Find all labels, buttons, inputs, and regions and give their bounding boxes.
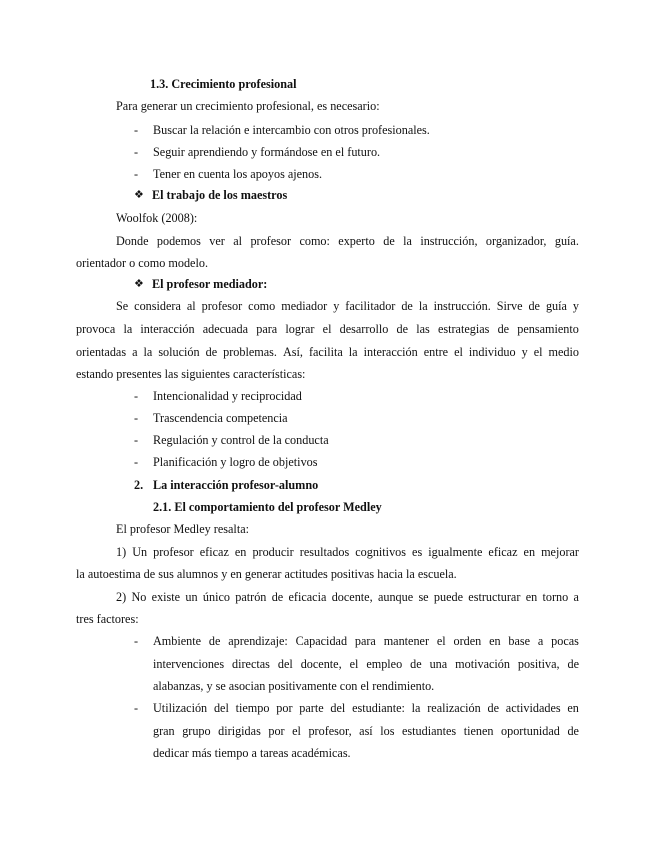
citation-woolfok: Woolfok (2008): — [116, 211, 198, 225]
text-segment: docente, — [300, 657, 342, 671]
text-segment: y — [333, 299, 340, 313]
text-segment: individuo — [468, 345, 516, 359]
text-segment: 1) — [116, 545, 127, 559]
text-segment: positiva, — [517, 657, 560, 671]
text-segment: la — [411, 701, 421, 715]
factor-1-line-1 — [153, 633, 579, 649]
text-segment: Utilización — [153, 701, 208, 715]
heading-comportamiento-medley: 2.1. El comportamiento del profesor Medley — [153, 500, 382, 514]
dash-bullet-icon: - — [134, 634, 139, 648]
text-segment: orden — [453, 634, 482, 648]
text-segment: interacción — [363, 345, 418, 359]
text-segment: el — [454, 345, 463, 359]
crecimiento-intro: Para generar un crecimiento profesional, es necesario: — [116, 99, 380, 113]
text-segment: Ambiente — [153, 634, 202, 648]
text-segment: existe — [151, 590, 181, 604]
text-segment: cognitivos — [355, 545, 406, 559]
text-segment: Donde — [116, 234, 149, 248]
text-segment: entre — [423, 345, 449, 359]
text-segment: de — [410, 657, 422, 671]
text-segment: estudiante: — [352, 701, 405, 715]
text-segment: desarrollo — [339, 322, 389, 336]
text-segment: instrucción. — [433, 299, 491, 313]
text-segment: producir — [252, 545, 294, 559]
text-segment: gran — [153, 724, 175, 738]
text-segment: mediador — [281, 299, 328, 313]
diamond-bullet-icon: ❖ — [134, 278, 144, 290]
heading-crecimiento-profesional: 1.3. Crecimiento profesional — [150, 77, 297, 91]
text-segment: realización — [427, 701, 481, 715]
text-segment: Así, — [282, 345, 303, 359]
text-segment: del — [330, 701, 346, 715]
text-segment: un — [185, 590, 198, 604]
mediador-paragraph-line-4: estando presentes las siguientes características: — [76, 367, 306, 381]
text-segment: considera — [134, 299, 181, 313]
mediador-paragraph-line-2 — [76, 321, 579, 337]
text-segment: de — [271, 590, 284, 604]
text-segment: eficacia — [288, 590, 327, 604]
text-segment: como: — [299, 234, 330, 248]
text-segment: tiempo — [235, 701, 270, 715]
text-segment: intervenciones — [153, 657, 225, 671]
dash-bullet-icon: - — [134, 389, 139, 403]
text-segment: facilitador — [345, 299, 396, 313]
text-segment: guía. — [554, 234, 579, 248]
text-segment: las — [416, 322, 430, 336]
text-segment: torno — [542, 590, 569, 604]
dash-bullet-icon: - — [134, 123, 139, 137]
text-segment: en — [523, 545, 536, 559]
text-segment: actividades — [505, 701, 561, 715]
text-segment: la — [143, 345, 153, 359]
text-segment: facilita — [308, 345, 343, 359]
text-segment: mantener — [383, 634, 430, 648]
list-item: Intencionalidad y reciprocidad — [153, 389, 302, 403]
list-item: Seguir aprendiendo y formándose en el futuro. — [153, 145, 381, 159]
text-segment: instrucción, — [420, 234, 478, 248]
text-segment: los — [380, 724, 395, 738]
medley-point-2-line-1 — [116, 589, 579, 605]
text-segment: tienen — [463, 724, 494, 738]
text-segment: directas — [232, 657, 270, 671]
text-segment: eficaz — [199, 545, 229, 559]
text-segment: adecuada — [202, 322, 249, 336]
text-segment: y — [572, 299, 579, 313]
text-segment: igualmente — [428, 545, 483, 559]
text-segment: Un — [132, 545, 148, 559]
text-segment: de — [401, 299, 413, 313]
heading-interaccion-profesor-alumno: La interacción profesor-alumno — [153, 478, 319, 492]
text-segment: aunque — [377, 590, 414, 604]
text-segment: único — [202, 590, 230, 604]
text-segment: profesor — [201, 299, 243, 313]
text-segment: parte — [299, 701, 324, 715]
text-segment: la — [418, 299, 428, 313]
text-segment: solución — [158, 345, 200, 359]
text-segment: pensamiento — [517, 322, 579, 336]
text-segment: aprendizaje: — [228, 634, 288, 648]
text-segment: patrón — [235, 590, 267, 604]
text-segment: ver — [209, 234, 225, 248]
text-segment: de — [208, 634, 221, 648]
diamond-bullet-icon: ❖ — [134, 189, 144, 201]
text-segment: de — [567, 724, 579, 738]
text-segment: mejorar — [541, 545, 579, 559]
text-segment: como — [248, 299, 276, 313]
text-segment: para — [354, 634, 376, 648]
text-segment: la — [123, 322, 133, 336]
text-segment: interacción — [140, 322, 195, 336]
text-segment: de — [396, 322, 409, 336]
list-item: Planificación y logro de objetivos — [153, 455, 318, 469]
dash-bullet-icon: - — [134, 455, 139, 469]
text-segment: profesor, — [308, 724, 352, 738]
dash-bullet-icon: - — [134, 701, 139, 715]
text-segment: medio — [548, 345, 579, 359]
text-segment: así — [359, 724, 373, 738]
text-segment: del — [277, 657, 293, 671]
text-segment: la — [348, 345, 358, 359]
text-segment: al — [233, 234, 243, 248]
mediador-paragraph-line-1 — [116, 298, 579, 314]
text-segment: de — [205, 345, 218, 359]
list-item: Trascendencia competencia — [153, 411, 288, 425]
text-segment: pocas — [551, 634, 579, 648]
text-segment: al — [186, 299, 196, 313]
text-segment: el — [322, 322, 332, 336]
dash-bullet-icon: - — [134, 167, 139, 181]
text-segment: el — [292, 724, 301, 738]
dash-bullet-icon: - — [134, 145, 139, 159]
text-segment: eficaz — [488, 545, 518, 559]
text-segment: dirigidas — [218, 724, 261, 738]
text-segment: orientadas — [76, 345, 127, 359]
text-segment: estrategias — [437, 322, 490, 336]
text-segment: de — [567, 657, 579, 671]
text-segment: guía — [545, 299, 567, 313]
trabajo-paragraph-line-2: orientador o como modelo. — [76, 256, 208, 270]
list-item: Buscar la relación e intercambio con otros profesionales. — [153, 123, 430, 137]
medley-point-1-line-1 — [116, 544, 579, 560]
section-number: 2. — [134, 478, 144, 492]
mediador-paragraph-line-3 — [76, 344, 579, 360]
factor-2-line-1 — [153, 700, 579, 716]
text-segment: se — [418, 590, 429, 604]
text-segment: de — [487, 701, 499, 715]
text-segment: empleo — [366, 657, 403, 671]
text-segment: el — [349, 657, 359, 671]
medley-point-2-line-2: tres factores: — [76, 612, 139, 626]
text-segment: lograr — [285, 322, 315, 336]
text-segment: en — [489, 634, 501, 648]
text-segment: en — [567, 701, 579, 715]
text-segment: Se — [116, 299, 129, 313]
text-segment: de — [497, 322, 510, 336]
text-segment: y — [521, 345, 528, 359]
factor-2-line-3: dedicar más tiempo a tareas académicas. — [153, 746, 351, 760]
medley-intro: El profesor Medley resalta: — [116, 522, 249, 536]
text-segment: el — [436, 634, 446, 648]
text-segment: problemas. — [223, 345, 277, 359]
text-segment: en — [234, 545, 247, 559]
dash-bullet-icon: - — [134, 433, 139, 447]
text-segment: la — [403, 234, 412, 248]
text-segment: de — [528, 299, 540, 313]
text-segment: base — [508, 634, 531, 648]
factor-1-line-3: alabanzas, y se asocian positivamente con el rendimiento. — [153, 679, 435, 693]
text-segment: a — [132, 345, 138, 359]
text-segment: por — [268, 724, 285, 738]
text-segment: docente, — [331, 590, 373, 604]
text-segment: en — [525, 590, 538, 604]
list-item: Tener en cuenta los apoyos ajenos. — [153, 167, 323, 181]
medley-point-1-line-2: la autoestima de sus alumnos y en generar actitudes positivas hacia la escuela. — [76, 567, 457, 581]
text-segment: puede — [433, 590, 463, 604]
text-segment: experto — [338, 234, 375, 248]
list-item: Regulación y control de la conducta — [153, 433, 329, 447]
text-segment: profesor — [250, 234, 292, 248]
text-segment: del — [213, 701, 229, 715]
text-segment: organizador, — [485, 234, 547, 248]
text-segment: estudiantes — [402, 724, 457, 738]
text-segment: 2) — [116, 590, 127, 604]
factor-2-line-2 — [153, 723, 579, 739]
text-segment: podemos — [156, 234, 201, 248]
text-segment: motivación — [455, 657, 510, 671]
text-segment: de — [383, 234, 395, 248]
text-segment: No — [131, 590, 147, 604]
text-segment: Sirve — [496, 299, 523, 313]
text-segment: es — [412, 545, 423, 559]
heading-profesor-mediador: El profesor mediador: — [152, 277, 268, 291]
text-segment: grupo — [182, 724, 211, 738]
text-segment: resultados — [299, 545, 350, 559]
text-segment: profesor — [153, 545, 194, 559]
dash-bullet-icon: - — [134, 411, 139, 425]
text-segment: una — [429, 657, 448, 671]
text-segment: para — [256, 322, 278, 336]
text-segment: el — [533, 345, 543, 359]
text-segment: oportunidad — [501, 724, 560, 738]
text-segment: estructurar — [468, 590, 521, 604]
text-segment: Capacidad — [295, 634, 348, 648]
text-segment: a — [573, 590, 579, 604]
text-segment: a — [537, 634, 544, 648]
heading-trabajo-maestros: El trabajo de los maestros — [152, 188, 288, 202]
text-segment: provoca — [76, 322, 116, 336]
text-segment: por — [276, 701, 293, 715]
trabajo-paragraph-line-1 — [116, 233, 579, 249]
factor-1-line-2 — [153, 656, 579, 672]
